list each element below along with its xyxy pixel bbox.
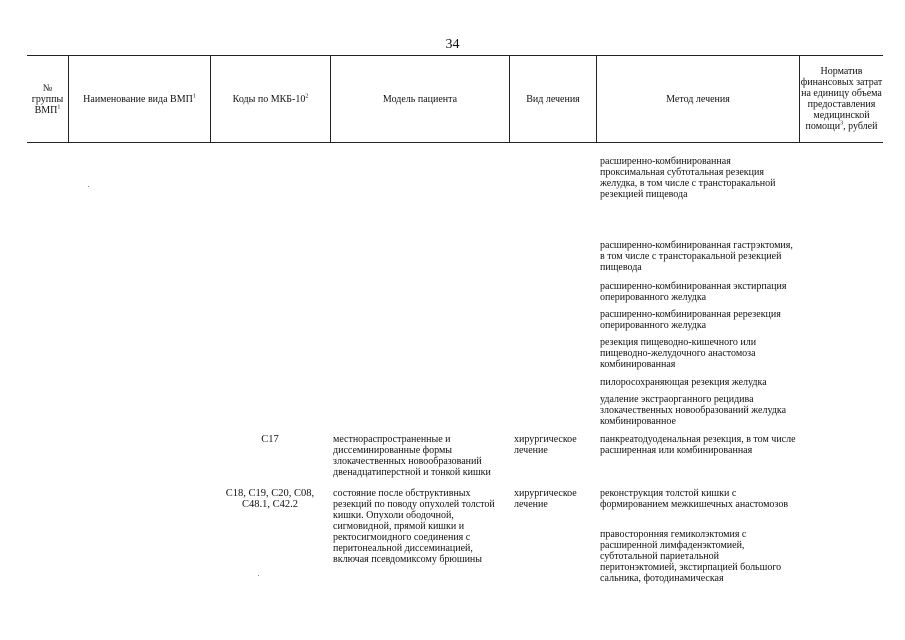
method-text: расширенно-комбинированная гастрэктомия, в том числе с трансторакальной резекцией пищевода (600, 240, 793, 273)
patient-model-cell: местнораспространенные и диссеминированные формы злокачественных новообразований двенадцатиперстной и тонкой кишки (333, 434, 491, 478)
patient-model-cell: состояние после обструктивных резекций по поводу опухолей толстой кишки. Опухоли ободочной, сигмовидной, прямой кишки и ректосигмоидного соединения с перитонеальной диссеминацией, включая псевдомиксому брюшины (333, 488, 495, 565)
header-icd-codes-text: Коды по МКБ-10 (232, 93, 306, 105)
header-treatment-method-text: Метод лечения (666, 93, 730, 105)
header-treatment-type-text: Вид лечения (526, 93, 580, 105)
icd-code-cell: C18, C19, C20, C08, C48.1, C42.2 (225, 488, 315, 510)
scan-speck (258, 575, 259, 576)
header-vmp-name (69, 56, 210, 142)
method-text: панкреатодуоденальная резекция, в том числе расширенная или комбинированная (600, 434, 796, 456)
method-text: расширенно-комбинированная проксимальная субтотальная резекция желудка, в том числе с трансторакальной резекцией пищевода (600, 156, 776, 200)
header-cost-norm (800, 56, 883, 142)
header-icd-codes (211, 56, 330, 142)
header-icd-codes-sup: 2 (305, 93, 309, 100)
treatment-type-cell: хирургическое лечение (514, 434, 577, 456)
page-number: 34 (445, 37, 460, 52)
method-text: удаление экстраорганного рецидива злокачественных новообразований желудка комбинированное (600, 394, 787, 427)
header-vmp-name-sup: 1 (192, 93, 196, 100)
treatment-type-cell: хирургическое лечение (514, 488, 577, 510)
header-cost-norm-suffix: , рублей (843, 121, 878, 132)
method-text: реконструкция толстой кишки с формированием межкишечных анастомозов (600, 488, 789, 510)
header-treatment-method (597, 56, 799, 142)
method-text: резекция пищеводно-кишечного или пищеводно-желудочного анастомоза комбинированная (600, 337, 757, 370)
header-patient-model-text: Модель пациента (382, 93, 458, 105)
header-patient-model (331, 56, 509, 142)
method-text: правосторонняя гемиколэктомия с расширенной лимфаденэктомией, субтотальной париетальной перитонэктомией, экстирпацией большого сальника, фотодинамическая (600, 529, 782, 584)
method-text: расширенно-комбинированная ререзекция оперированного желудка (600, 309, 781, 331)
header-group-number-text: № группы ВМП (31, 82, 64, 116)
header-vmp-name-text: Наименование вида ВМП (83, 93, 193, 105)
header-treatment-type (510, 56, 596, 142)
method-text: расширенно-комбинированная экстирпация оперированного желудка (600, 281, 787, 303)
header-group-number (27, 56, 68, 142)
header-group-number-sup: 1 (57, 104, 61, 111)
header-cost-norm-sup: 3 (840, 120, 844, 127)
scan-speck (88, 186, 89, 187)
method-text: пилоросохраняющая резекция желудка (600, 377, 767, 388)
header-bottom-border (27, 142, 883, 143)
header-cost-norm-text: Норматив финансовых затрат на единицу объема предоставления медицинской помощи (800, 66, 883, 132)
icd-code-cell: C17 (261, 434, 279, 445)
